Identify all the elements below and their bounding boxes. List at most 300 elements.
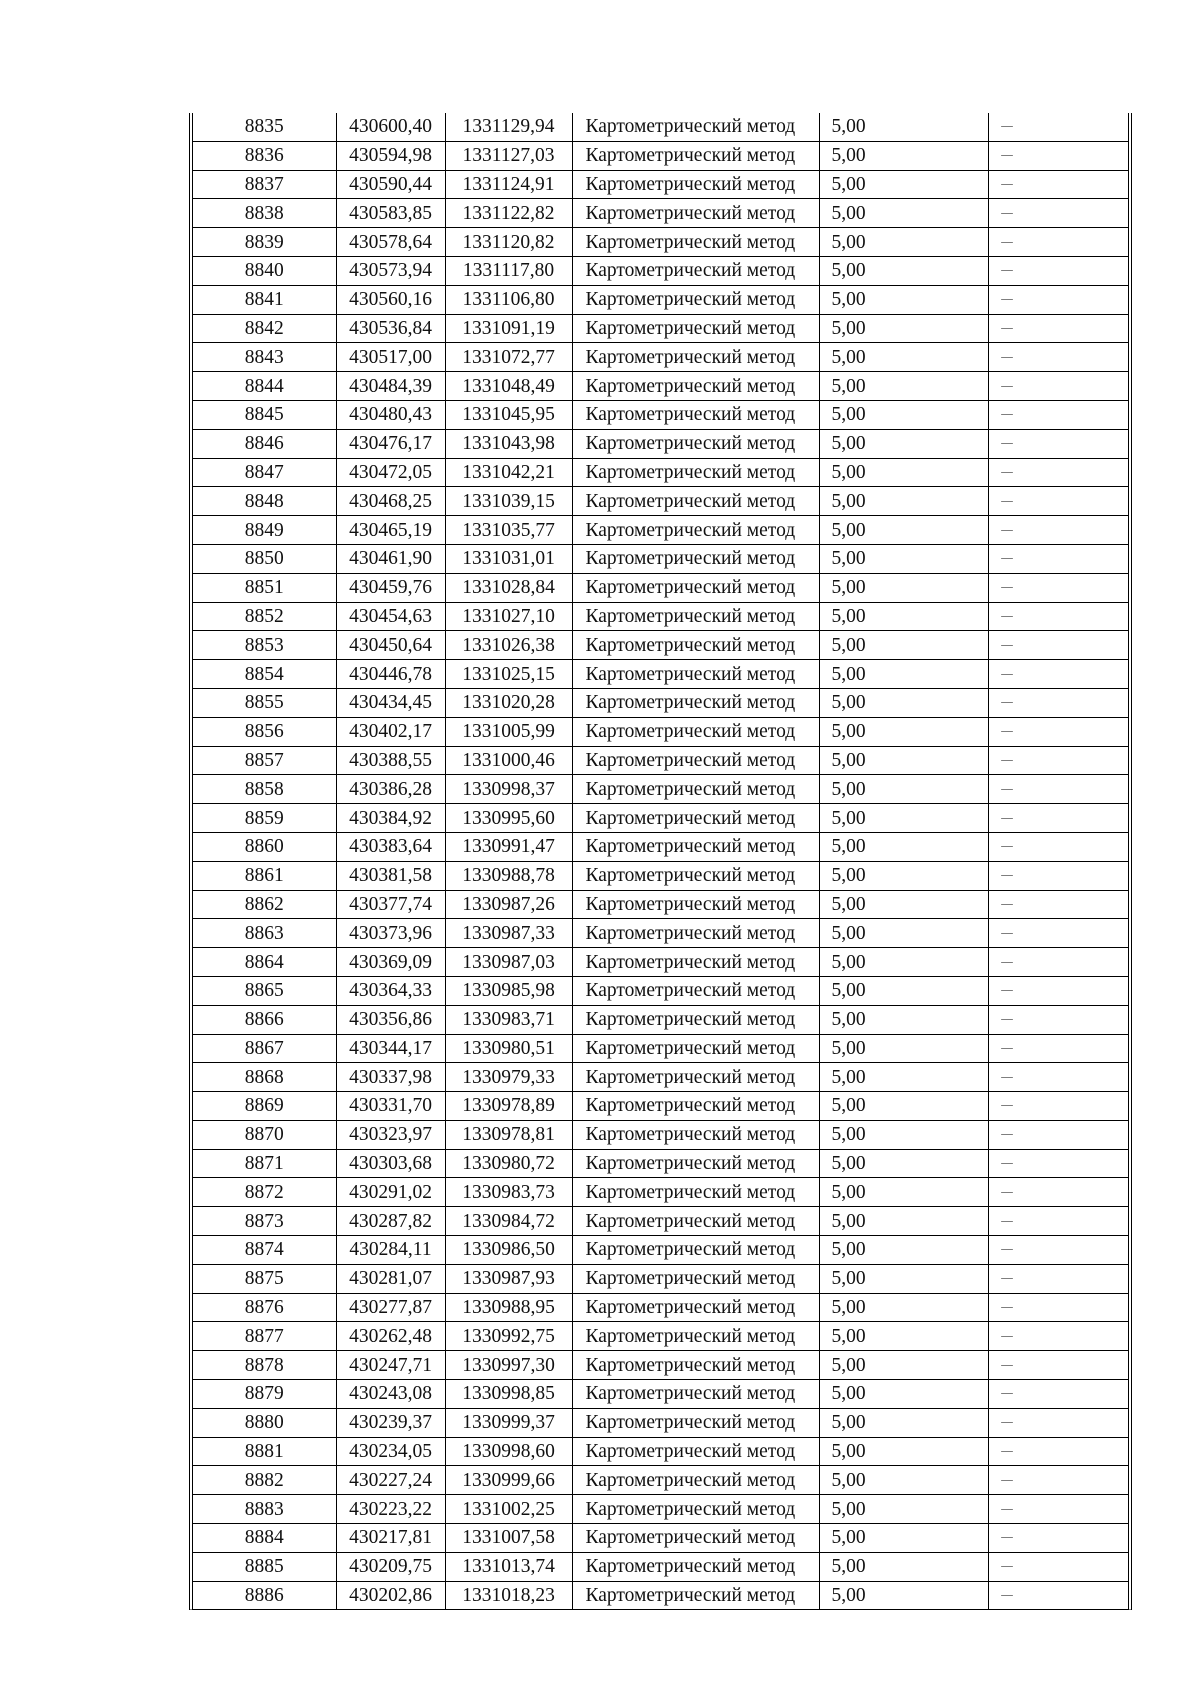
point-number-cell: 8885	[193, 1552, 336, 1581]
y-coordinate-cell: 1330979,33	[445, 1063, 572, 1092]
accuracy-cell: 5,00	[819, 919, 988, 948]
y-coordinate-cell: 1331013,74	[445, 1552, 572, 1581]
method-cell: Картометрический метод	[572, 141, 819, 170]
description-cell: —	[988, 429, 1128, 458]
accuracy-cell: 5,00	[819, 1034, 988, 1063]
accuracy-cell: 5,00	[819, 1466, 988, 1495]
description-cell: —	[988, 660, 1128, 689]
description-cell: —	[988, 1207, 1128, 1236]
y-coordinate-cell: 1331027,10	[445, 602, 572, 631]
point-number-cell: 8836	[193, 141, 336, 170]
method-cell: Картометрический метод	[572, 1034, 819, 1063]
x-coordinate-cell: 430386,28	[336, 775, 445, 804]
table-row	[193, 343, 1128, 372]
x-coordinate-cell: 430476,17	[336, 429, 445, 458]
description-cell: —	[1000, 1588, 1014, 1604]
point-number-cell: 8843	[193, 343, 336, 372]
point-number-cell: 8844	[193, 372, 336, 401]
point-number-cell: 8840	[193, 256, 336, 285]
accuracy-cell: 5,00	[819, 544, 988, 573]
x-coordinate-cell: 430573,94	[336, 256, 445, 285]
description-cell: —	[988, 948, 1128, 977]
table-row	[193, 660, 1128, 689]
point-number-cell: 8875	[193, 1264, 336, 1293]
table-row	[193, 429, 1128, 458]
accuracy-cell: 5,00	[819, 1437, 988, 1466]
table-row	[193, 170, 1128, 199]
description-cell: —	[988, 1178, 1128, 1207]
point-number-cell: 8868	[193, 1063, 336, 1092]
method-cell: Картометрический метод	[572, 1293, 819, 1322]
method-cell: Картометрический метод	[572, 487, 819, 516]
table-row	[193, 1293, 1128, 1322]
x-coordinate-cell: 430262,48	[336, 1322, 445, 1351]
x-coordinate-cell: 430600,40	[336, 113, 445, 141]
method-cell: Картометрический метод	[572, 1092, 819, 1121]
method-cell: Картометрический метод	[572, 1495, 819, 1524]
y-coordinate-cell: 1331129,94	[445, 113, 572, 141]
table-row	[193, 199, 1128, 228]
accuracy-cell: 5,00	[819, 285, 988, 314]
method-cell: Картометрический метод	[572, 976, 819, 1005]
table-row	[193, 804, 1128, 833]
table-row	[193, 1120, 1128, 1149]
x-coordinate-cell: 430560,16	[336, 285, 445, 314]
table-row	[193, 688, 1128, 717]
x-coordinate-cell: 430291,02	[336, 1178, 445, 1207]
method-cell: Картометрический метод	[572, 372, 819, 401]
method-cell: Картометрический метод	[572, 660, 819, 689]
x-coordinate-cell: 430381,58	[336, 861, 445, 890]
description-cell: —	[988, 170, 1128, 199]
method-cell: Картометрический метод	[572, 1322, 819, 1351]
accuracy-cell: 5,00	[819, 1351, 988, 1380]
table-row	[193, 516, 1128, 545]
accuracy-cell: 5,00	[819, 372, 988, 401]
accuracy-cell: 5,00	[819, 861, 988, 890]
y-coordinate-cell: 1331026,38	[445, 631, 572, 660]
accuracy-cell: 5,00	[819, 1005, 988, 1034]
y-coordinate-cell: 1330995,60	[445, 804, 572, 833]
description-cell: —	[988, 113, 1128, 141]
accuracy-cell: 5,00	[819, 717, 988, 746]
x-coordinate-cell: 430247,71	[336, 1351, 445, 1380]
x-coordinate-cell: 430383,64	[336, 832, 445, 861]
point-number-cell: 8859	[193, 804, 336, 833]
table-row	[193, 948, 1128, 977]
x-coordinate-cell: 430239,37	[336, 1408, 445, 1437]
accuracy-cell: 5,00	[819, 516, 988, 545]
method-cell: Картометрический метод	[572, 631, 819, 660]
x-coordinate-cell: 430384,92	[336, 804, 445, 833]
table-row	[193, 1380, 1128, 1409]
point-number-cell: 8845	[193, 400, 336, 429]
y-coordinate-cell: 1330986,50	[445, 1236, 572, 1265]
accuracy-cell: 5,00	[819, 1063, 988, 1092]
method-cell: Картометрический метод	[572, 256, 819, 285]
x-coordinate-cell: 430590,44	[336, 170, 445, 199]
method-cell: Картометрический метод	[572, 832, 819, 861]
y-coordinate-cell: 1331072,77	[445, 343, 572, 372]
y-coordinate-cell: 1330978,89	[445, 1092, 572, 1121]
table-row	[193, 1524, 1128, 1553]
description-cell: —	[988, 1236, 1128, 1265]
y-coordinate-cell: 1330978,81	[445, 1120, 572, 1149]
description-cell: —	[988, 1552, 1128, 1581]
description-cell: —	[988, 976, 1128, 1005]
accuracy-cell: 5,00	[819, 602, 988, 631]
x-coordinate-cell: 430227,24	[336, 1466, 445, 1495]
description-cell: —	[988, 1092, 1128, 1121]
table-row	[193, 400, 1128, 429]
description-cell: —	[988, 688, 1128, 717]
method-cell: Картометрический метод	[572, 343, 819, 372]
x-coordinate-cell: 430454,63	[336, 602, 445, 631]
table-row	[193, 544, 1128, 573]
y-coordinate-cell: 1331122,82	[445, 199, 572, 228]
point-number-cell: 8863	[193, 919, 336, 948]
point-number-cell: 8854	[193, 660, 336, 689]
y-coordinate-cell: 1331106,80	[445, 285, 572, 314]
x-coordinate-cell: 430277,87	[336, 1293, 445, 1322]
table-row	[193, 1466, 1128, 1495]
point-number-cell: 8876	[193, 1293, 336, 1322]
description-cell: —	[988, 717, 1128, 746]
accuracy-cell: 5,00	[819, 1149, 988, 1178]
method-cell: Картометрический метод	[572, 1178, 819, 1207]
y-coordinate-cell: 1330992,75	[445, 1322, 572, 1351]
accuracy-cell: 5,00	[819, 631, 988, 660]
description-cell: —	[988, 890, 1128, 919]
method-cell: Картометрический метод	[572, 573, 819, 602]
description-cell: —	[988, 1034, 1128, 1063]
x-coordinate-cell: 430578,64	[336, 228, 445, 257]
description-cell: —	[988, 516, 1128, 545]
x-coordinate-cell: 430472,05	[336, 458, 445, 487]
table-row	[193, 1149, 1128, 1178]
description-cell: —	[988, 1495, 1128, 1524]
table-row	[193, 861, 1128, 890]
description-cell: —	[988, 919, 1128, 948]
point-number-cell: 8848	[193, 487, 336, 516]
accuracy-cell: 5,00	[819, 141, 988, 170]
y-coordinate-cell: 1331031,01	[445, 544, 572, 573]
x-coordinate-cell: 430234,05	[336, 1437, 445, 1466]
x-coordinate-cell: 430468,25	[336, 487, 445, 516]
table-row	[193, 717, 1128, 746]
description-cell: —	[988, 400, 1128, 429]
point-number-cell: 8847	[193, 458, 336, 487]
accuracy-cell: 5,00	[819, 1178, 988, 1207]
point-number-cell: 8881	[193, 1437, 336, 1466]
y-coordinate-cell: 1330997,30	[445, 1351, 572, 1380]
y-coordinate-cell: 1331127,03	[445, 141, 572, 170]
x-coordinate-cell: 430223,22	[336, 1495, 445, 1524]
point-number-cell: 8838	[193, 199, 336, 228]
description-cell: —	[988, 861, 1128, 890]
accuracy-cell: 5,00	[819, 746, 988, 775]
coordinates-table-body	[193, 113, 1128, 1609]
method-cell: Картометрический метод	[572, 1380, 819, 1409]
description-cell: —	[988, 1437, 1128, 1466]
table-row	[193, 1063, 1128, 1092]
method-cell: Картометрический метод	[572, 429, 819, 458]
point-number-cell: 8869	[193, 1092, 336, 1121]
table-row	[193, 573, 1128, 602]
y-coordinate-cell: 1331025,15	[445, 660, 572, 689]
accuracy-cell: 5,00	[819, 832, 988, 861]
description-cell: —	[988, 228, 1128, 257]
y-coordinate-cell: 1331018,23	[445, 1581, 572, 1609]
description-cell: —	[988, 1380, 1128, 1409]
y-coordinate-cell: 1331028,84	[445, 573, 572, 602]
point-number-cell: 8866	[193, 1005, 336, 1034]
accuracy-cell: 5,00	[819, 1524, 988, 1553]
point-number-cell: 8872	[193, 1178, 336, 1207]
y-coordinate-cell: 1331124,91	[445, 170, 572, 199]
table-row	[193, 113, 1128, 141]
x-coordinate-cell: 430594,98	[336, 141, 445, 170]
y-coordinate-cell: 1330998,60	[445, 1437, 572, 1466]
y-coordinate-cell: 1331117,80	[445, 256, 572, 285]
accuracy-cell: 5,00	[819, 458, 988, 487]
x-coordinate-cell: 430331,70	[336, 1092, 445, 1121]
point-number-cell: 8856	[193, 717, 336, 746]
method-cell: Картометрический метод	[572, 1264, 819, 1293]
description-cell: —	[988, 372, 1128, 401]
point-number-cell: 8857	[193, 746, 336, 775]
y-coordinate-cell: 1330988,78	[445, 861, 572, 890]
y-coordinate-cell: 1331045,95	[445, 400, 572, 429]
point-number-cell: 8853	[193, 631, 336, 660]
accuracy-cell: 5,00	[819, 113, 988, 141]
point-number-cell: 8883	[193, 1495, 336, 1524]
y-coordinate-cell: 1331042,21	[445, 458, 572, 487]
description-cell: —	[988, 544, 1128, 573]
table-row	[193, 746, 1128, 775]
table-row	[193, 1581, 1128, 1609]
y-coordinate-cell: 1330998,85	[445, 1380, 572, 1409]
point-number-cell: 8850	[193, 544, 336, 573]
accuracy-cell: 5,00	[819, 1092, 988, 1121]
description-cell: —	[988, 458, 1128, 487]
method-cell: Картометрический метод	[572, 1351, 819, 1380]
x-coordinate-cell: 430303,68	[336, 1149, 445, 1178]
point-number-cell: 8846	[193, 429, 336, 458]
point-number-cell: 8841	[193, 285, 336, 314]
accuracy-cell: 5,00	[819, 1495, 988, 1524]
y-coordinate-cell: 1330999,37	[445, 1408, 572, 1437]
description-cell: —	[988, 1322, 1128, 1351]
x-coordinate-cell: 430287,82	[336, 1207, 445, 1236]
accuracy-cell: 5,00	[819, 1581, 988, 1609]
coordinates-table-frame	[189, 113, 1132, 1610]
method-cell: Картометрический метод	[572, 746, 819, 775]
accuracy-cell: 5,00	[819, 1408, 988, 1437]
y-coordinate-cell: 1330987,03	[445, 948, 572, 977]
x-coordinate-cell: 430459,76	[336, 573, 445, 602]
description-cell: —	[988, 1466, 1128, 1495]
y-coordinate-cell: 1331020,28	[445, 688, 572, 717]
point-number-cell: 8855	[193, 688, 336, 717]
x-coordinate-cell: 430517,00	[336, 343, 445, 372]
x-coordinate-cell: 430484,39	[336, 372, 445, 401]
x-coordinate-cell: 430434,45	[336, 688, 445, 717]
y-coordinate-cell: 1330984,72	[445, 1207, 572, 1236]
method-cell: Картометрический метод	[572, 400, 819, 429]
accuracy-cell: 5,00	[819, 170, 988, 199]
table-row	[193, 1408, 1128, 1437]
x-coordinate-cell: 430388,55	[336, 746, 445, 775]
table-row	[193, 1495, 1128, 1524]
x-coordinate-cell: 430284,11	[336, 1236, 445, 1265]
y-coordinate-cell: 1330980,72	[445, 1149, 572, 1178]
x-coordinate-cell: 430461,90	[336, 544, 445, 573]
y-coordinate-cell: 1331039,15	[445, 487, 572, 516]
accuracy-cell: 5,00	[819, 400, 988, 429]
point-number-cell: 8878	[193, 1351, 336, 1380]
table-row	[193, 256, 1128, 285]
x-coordinate-cell: 430583,85	[336, 199, 445, 228]
table-row	[193, 1322, 1128, 1351]
point-number-cell: 8879	[193, 1380, 336, 1409]
method-cell: Картометрический метод	[572, 861, 819, 890]
point-number-cell: 8835	[193, 113, 336, 141]
accuracy-cell: 5,00	[819, 343, 988, 372]
method-cell: Картометрический метод	[572, 919, 819, 948]
point-number-cell: 8874	[193, 1236, 336, 1265]
point-number-cell: 8860	[193, 832, 336, 861]
method-cell: Картометрический метод	[572, 1437, 819, 1466]
description-cell: —	[988, 256, 1128, 285]
point-number-cell: 8880	[193, 1408, 336, 1437]
table-row	[193, 1437, 1128, 1466]
table-row	[193, 1236, 1128, 1265]
point-number-cell: 8877	[193, 1322, 336, 1351]
accuracy-cell: 5,00	[819, 1293, 988, 1322]
y-coordinate-cell: 1331005,99	[445, 717, 572, 746]
description-cell: —	[988, 602, 1128, 631]
method-cell: Картометрический метод	[572, 1120, 819, 1149]
table-row	[193, 285, 1128, 314]
description-cell: —	[988, 141, 1128, 170]
point-number-cell: 8884	[193, 1524, 336, 1553]
method-cell: Картометрический метод	[572, 314, 819, 343]
point-number-cell: 8862	[193, 890, 336, 919]
x-coordinate-cell: 430377,74	[336, 890, 445, 919]
table-row	[193, 832, 1128, 861]
y-coordinate-cell: 1331002,25	[445, 1495, 572, 1524]
table-row	[193, 919, 1128, 948]
description-cell: —	[988, 285, 1128, 314]
description-cell: —	[988, 1351, 1128, 1380]
method-cell: Картометрический метод	[572, 1063, 819, 1092]
x-coordinate-cell: 430450,64	[336, 631, 445, 660]
point-number-cell: 8852	[193, 602, 336, 631]
x-coordinate-cell: 430446,78	[336, 660, 445, 689]
accuracy-cell: 5,00	[819, 976, 988, 1005]
method-cell: Картометрический метод	[572, 602, 819, 631]
accuracy-cell: 5,00	[819, 1380, 988, 1409]
description-cell: —	[988, 314, 1128, 343]
table-row	[193, 1552, 1128, 1581]
y-coordinate-cell: 1330980,51	[445, 1034, 572, 1063]
table-row	[193, 458, 1128, 487]
description-cell: —	[988, 746, 1128, 775]
x-coordinate-cell: 430536,84	[336, 314, 445, 343]
point-number-cell: 8858	[193, 775, 336, 804]
point-number-cell: 8886	[193, 1581, 336, 1609]
accuracy-cell: 5,00	[819, 1264, 988, 1293]
table-row	[193, 1178, 1128, 1207]
coordinates-table	[193, 113, 1128, 1609]
y-coordinate-cell: 1331048,49	[445, 372, 572, 401]
method-cell: Картометрический метод	[572, 804, 819, 833]
y-coordinate-cell: 1331091,19	[445, 314, 572, 343]
accuracy-cell: 5,00	[819, 314, 988, 343]
description-cell: —	[988, 1005, 1128, 1034]
y-coordinate-cell: 1331007,58	[445, 1524, 572, 1553]
y-coordinate-cell: 1331035,77	[445, 516, 572, 545]
method-cell: Картометрический метод	[572, 285, 819, 314]
method-cell: Картометрический метод	[572, 1466, 819, 1495]
x-coordinate-cell: 430402,17	[336, 717, 445, 746]
method-cell: Картометрический метод	[572, 1207, 819, 1236]
point-number-cell: 8839	[193, 228, 336, 257]
table-row	[193, 1207, 1128, 1236]
y-coordinate-cell: 1330985,98	[445, 976, 572, 1005]
x-coordinate-cell: 430480,43	[336, 400, 445, 429]
x-coordinate-cell: 430344,17	[336, 1034, 445, 1063]
point-number-cell: 8849	[193, 516, 336, 545]
table-row	[193, 775, 1128, 804]
method-cell: Картометрический метод	[572, 1552, 819, 1581]
x-coordinate-cell: 430323,97	[336, 1120, 445, 1149]
description-cell: —	[988, 1063, 1128, 1092]
method-cell: Картометрический метод	[572, 688, 819, 717]
method-cell: Картометрический метод	[572, 199, 819, 228]
table-row	[193, 314, 1128, 343]
accuracy-cell: 5,00	[819, 1236, 988, 1265]
accuracy-cell: 5,00	[819, 256, 988, 285]
point-number-cell: 8842	[193, 314, 336, 343]
description-cell: —	[988, 573, 1128, 602]
y-coordinate-cell: 1331120,82	[445, 228, 572, 257]
accuracy-cell: 5,00	[819, 948, 988, 977]
description-cell: —	[988, 1408, 1128, 1437]
y-coordinate-cell: 1331000,46	[445, 746, 572, 775]
method-cell: Картометрический метод	[572, 1408, 819, 1437]
accuracy-cell: 5,00	[819, 1120, 988, 1149]
description-cell: —	[988, 775, 1128, 804]
x-coordinate-cell: 430202,86	[336, 1581, 445, 1609]
accuracy-cell: 5,00	[819, 1322, 988, 1351]
accuracy-cell: 5,00	[819, 1552, 988, 1581]
accuracy-cell: 5,00	[819, 775, 988, 804]
accuracy-cell: 5,00	[819, 688, 988, 717]
method-cell: Картометрический метод	[572, 113, 819, 141]
method-cell: Картометрический метод	[572, 1524, 819, 1553]
accuracy-cell: 5,00	[819, 804, 988, 833]
method-cell: Картометрический метод	[572, 458, 819, 487]
method-cell: Картометрический метод	[572, 1149, 819, 1178]
table-row	[193, 487, 1128, 516]
accuracy-cell: 5,00	[819, 199, 988, 228]
point-number-cell: 8861	[193, 861, 336, 890]
description-cell: —	[988, 1149, 1128, 1178]
table-row	[193, 141, 1128, 170]
method-cell: Картометрический метод	[572, 775, 819, 804]
